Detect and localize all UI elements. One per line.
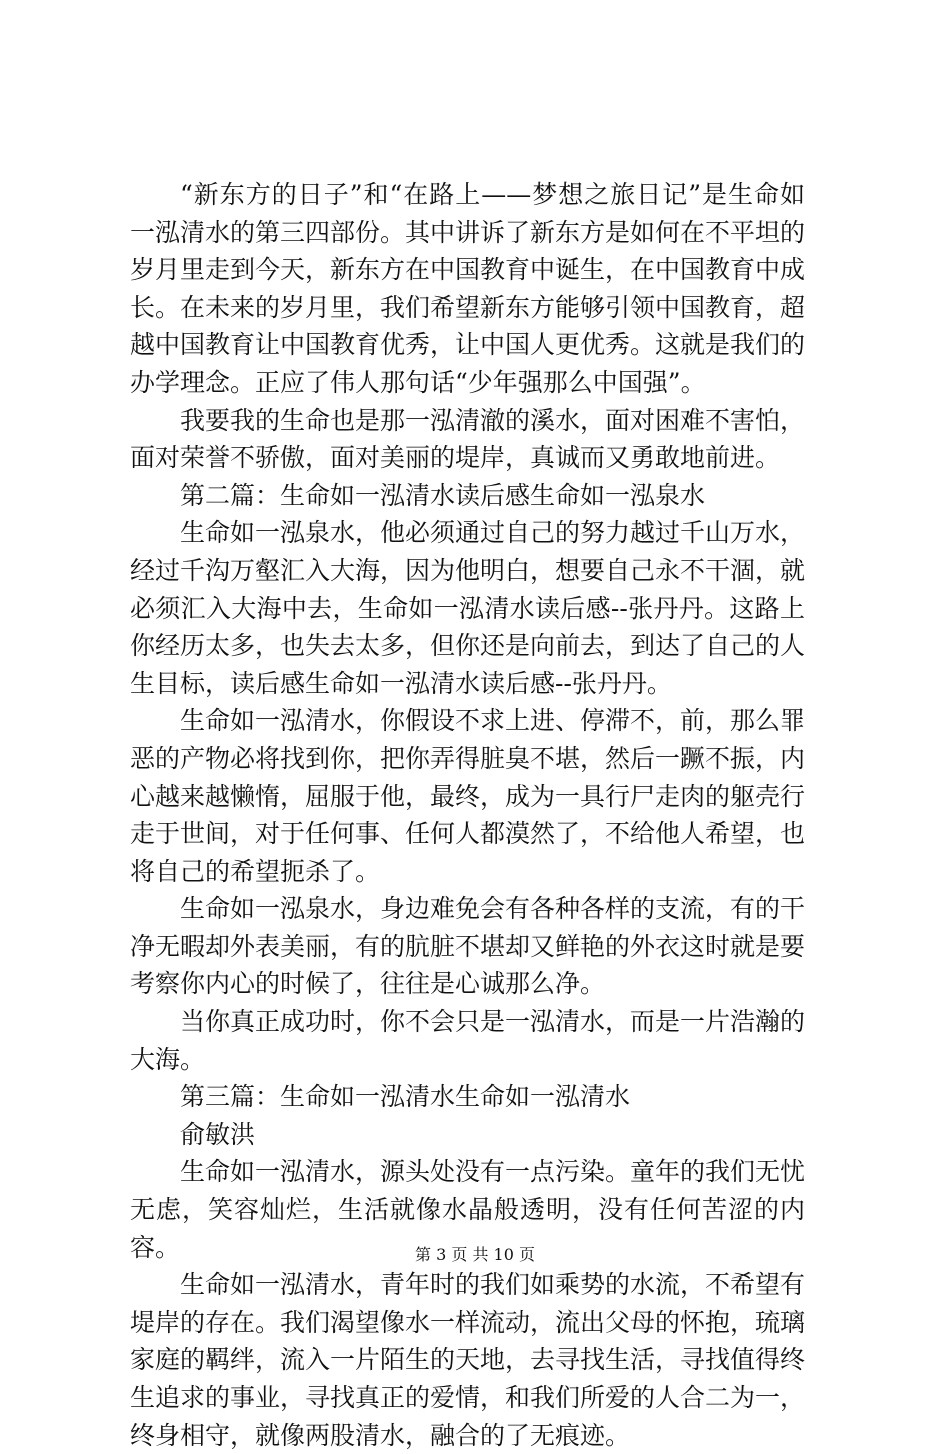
paragraph: 生命如一泓清水，源头处没有一点污染。童年的我们无忧无虑，笑容灿烂，生活就像水晶般透明，没有任何苦涩的内容。 xyxy=(130,1157,806,1262)
paragraph: 生命如一泓清水，你假设不求上进、停滞不，前，那么罪恶的产物必将找到你，把你弄得脏臭不堪，然后一蹶不振，内心越来越懒惰，屈服于他，最终，成为一具行尸走肉的躯壳行走于世间，对于任何事、任何人都漠然了，不给他人希望，也将自己的希望扼杀了。 xyxy=(130,706,806,886)
section-heading: 第二篇：生命如一泓清水读后感生命如一泓泉水 xyxy=(180,480,706,510)
paragraph: 生命如一泓清水，青年时的我们如乘势的水流，不希望有堤岸的存在。我们渴望像水一样流动，流出父母的怀抱，琉璃家庭的羁绊，流入一片陌生的天地，去寻找生活，寻找值得终生追求的事业，寻找真正的爱情，和我们所爱的人合二为一，终身相守，就像两股清水，融合的了无痕迹。 xyxy=(130,1270,806,1450)
page-footer: 第 3 页 共 10 页 xyxy=(415,1245,535,1264)
paragraph: 生命如一泓泉水，他必须通过自己的努力越过千山万水，经过千沟万壑汇入大海，因为他明白，想要自己永不干涸，就必须汇入大海中去，生命如一泓清水读后感--张丹丹。这路上你经历太多，也失去太多，但你还是向前去，到达了自己的人生目标，读后感生命如一泓清水读后感--张丹丹。 xyxy=(130,518,806,698)
section-heading: 第三篇：生命如一泓清水生命如一泓清水 xyxy=(180,1082,631,1112)
paragraph: “新东方的日子”和“在路上——梦想之旅日记”是生命如一泓清水的第三四部份。其中讲诉了新东方是如何在不平坦的岁月里走到今天，新东方在中国教育中诞生，在中国教育中成长。在未来的岁月里，我们希望新东方能够引领中国教育，超越中国教育让中国教育优秀，让中国人更优秀。这就是我们的办学理念。正应了伟人那句话“少年强那么中国强”。 xyxy=(130,180,806,397)
paragraph: 生命如一泓泉水，身边难免会有各种各样的支流，有的干净无暇却外表美丽，有的肮脏不堪却又鲜艳的外衣这时就是要考察你内心的时候了，往往是心诚那么净。 xyxy=(130,894,806,999)
author-name: 俞敏洪 xyxy=(180,1119,256,1149)
paragraph: 当你真正成功时，你不会只是一泓清水，而是一片浩瀚的大海。 xyxy=(130,1007,806,1074)
paragraph: 我要我的生命也是那一泓清澈的溪水，面对困难不害怕，面对荣誉不骄傲，面对美丽的堤岸，真诚而又勇敢地前进。 xyxy=(130,405,806,473)
